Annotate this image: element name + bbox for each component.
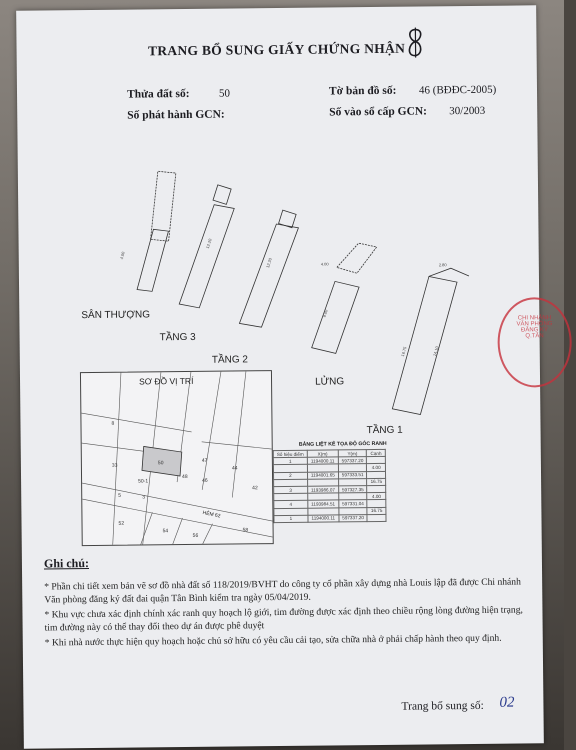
table-cell: 597337.20 [339, 514, 368, 521]
note-item: * Phần chi tiết xem bản vẽ sơ đồ nhà đất số 118/2019/BVHT do công ty cổ phần xây dựng nhà Louis lập đã được Chi nhánh Văn phòng đăng ký đất đai quận Tân Bình kiểm tra ngày 05/04/2019. [44, 576, 521, 606]
map-street-label: HẺM 62 [202, 509, 221, 520]
svg-text:4.00: 4.00 [320, 261, 329, 267]
svg-text:46: 46 [202, 477, 208, 484]
handwritten-mark [404, 26, 426, 63]
svg-text:48: 48 [182, 473, 188, 481]
stamp-text: CHI NHÁNH [517, 315, 552, 322]
table-cell: 597337.20 [338, 457, 367, 464]
thua-value: 50 [218, 87, 231, 100]
table-cell: 4.00 [367, 493, 386, 500]
table-cell: 2 [273, 472, 307, 480]
table-cell: 4 [274, 501, 308, 509]
notes-heading: Ghi chú: [43, 556, 90, 571]
svg-text:2.80: 2.80 [438, 262, 447, 268]
supplement-page-label: Trang bổ sung số: [401, 699, 484, 713]
table-cell: 1193986.07 [307, 486, 338, 494]
svg-text:50-1: 50-1 [138, 478, 149, 485]
svg-text:56: 56 [192, 532, 199, 539]
certificate-page [16, 5, 553, 748]
col-header: Y(m) [338, 450, 367, 457]
label-tang-2: TẦNG 2 [211, 354, 249, 366]
note-item: * Khu vực chưa xác định chính xác ranh quy hoạch lộ giới, tim đường được xác định theo chiều rộng lòng đường hiện trạng, tim đường này có thể thay đổi theo dự án được phê duyệt [44, 604, 523, 634]
coord-table-title: BẢNG LIỆT KÊ TỌA ĐỘ GÓC RANH [298, 440, 387, 448]
coordinate-table-block [273, 441, 414, 523]
svg-text:8.00: 8.00 [321, 308, 329, 318]
svg-text:12.20: 12.20 [204, 237, 213, 250]
svg-text:52: 52 [118, 520, 125, 527]
label-san-thuong: SÂN THƯỢNG [81, 309, 151, 322]
svg-text:47: 47 [201, 457, 208, 464]
table-cell [367, 514, 386, 521]
table-cell: 4.00 [367, 464, 386, 471]
table-cell: 597333.51 [338, 471, 367, 478]
svg-text:33: 33 [111, 462, 118, 469]
table-cell: 597327.35 [338, 486, 367, 493]
table-cell: 3 [274, 486, 308, 494]
svg-text:58: 58 [242, 527, 249, 534]
page-title: TRANG BỔ SUNG GIẤY CHỨNG NHẬN [147, 40, 406, 59]
coordinate-table [273, 449, 387, 523]
supplement-page-number: 02 [499, 694, 515, 711]
to-ban-do-value: 46 (BĐĐC-2005) [418, 83, 497, 97]
svg-text:14.10: 14.10 [431, 345, 440, 357]
table-cell: 1 [274, 515, 308, 523]
table-cell: 1194000.11 [307, 457, 338, 465]
table-cell: 16.75 [367, 478, 386, 485]
stamp-text: Q.TÂN [525, 333, 544, 340]
svg-text:44: 44 [231, 465, 238, 472]
map-title: SƠ ĐỒ VỊ TRÍ [138, 375, 194, 387]
note-item: * Khi nhà nước thực hiện quy hoạch hoặc chủ sở hữu có yêu cầu cải tạo, sửa chữa nhà ở phải chấp hành theo quy định. [44, 632, 502, 649]
table-cell: 16.75 [367, 507, 386, 514]
stamp-text: ĐĂNG KÝ [520, 327, 549, 334]
svg-text:8: 8 [111, 420, 115, 427]
svg-text:50: 50 [157, 460, 164, 467]
svg-text:54: 54 [162, 528, 169, 535]
label-tang-1: TẦNG 1 [366, 424, 403, 437]
thua-label: Thửa đất số: [126, 87, 190, 101]
table-cell: 1194001.65 [307, 471, 338, 479]
svg-text:12.20: 12.20 [265, 257, 273, 269]
table-cell: 1 [273, 457, 307, 465]
table-cell: 1194000.11 [308, 515, 339, 523]
red-seal-stamp [497, 297, 572, 388]
svg-text:4.00: 4.00 [118, 251, 126, 260]
col-header: Số hiệu điểm [273, 450, 307, 458]
col-header: Cạnh [367, 449, 386, 456]
label-tang-3: TẦNG 3 [159, 331, 196, 344]
vao-so-label: Số vào sổ cấp GCN: [329, 105, 428, 119]
table-cell: 597331.04 [339, 500, 368, 507]
to-ban-do-label: Tờ bản đồ số: [328, 84, 397, 98]
table-row [274, 514, 386, 522]
phat-hanh-label: Số phát hành GCN: [127, 108, 225, 122]
vao-so-value: 30/2003 [449, 104, 486, 118]
svg-text:5: 5 [118, 492, 122, 499]
location-map [80, 370, 274, 546]
col-header: X(m) [307, 450, 338, 458]
svg-text:42: 42 [252, 485, 258, 492]
svg-text:3: 3 [142, 494, 146, 501]
label-lung: LỬNG [314, 376, 345, 388]
svg-text:16.75: 16.75 [399, 345, 408, 357]
table-cell: 1193984.51 [308, 500, 339, 508]
stamp-text: VĂN PHÒNG [516, 321, 553, 328]
